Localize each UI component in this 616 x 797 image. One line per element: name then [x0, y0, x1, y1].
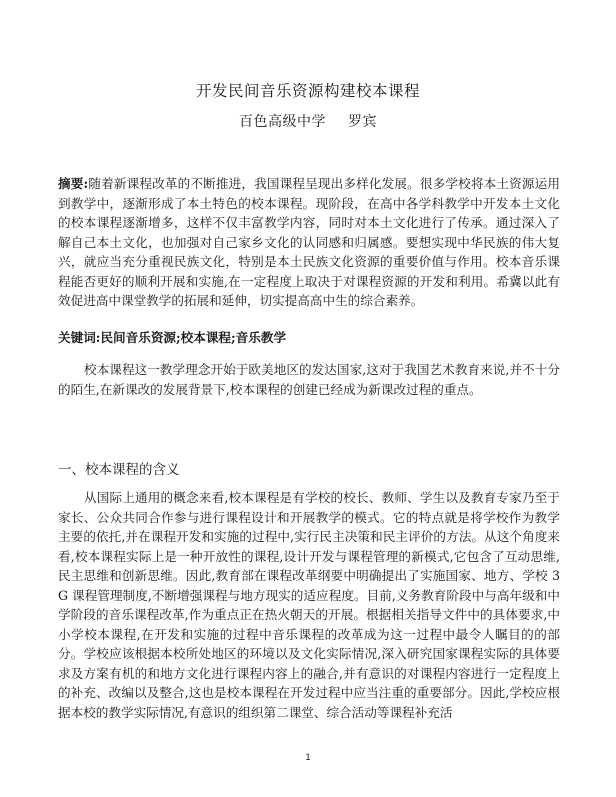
author-name: 罗宾 — [348, 114, 377, 130]
section-heading: 一、校本课程的含义 — [58, 462, 180, 478]
author-byline — [0, 111, 616, 131]
page-number: 1 — [305, 752, 311, 762]
intro-paragraph: 校本课程这一教学理念开始于欧美地区的发达国家,这对于我国艺术教育来说,并不十分的陌生,在新课改的发展背景下,校本课程的创建已经成为新课改过程的重点。 — [58, 362, 560, 397]
section-body-paragraph: 从国际上通用的概念来看,校本课程是有学校的校长、教师、学生以及教育专家乃至于家长、公众共同合作参与进行课程设计和开展教学的模式。它的特点就是将学校作为教学主要的依托,并在课程开发和实施的过程中,实行民主决策和民主评价的方法。从这个角度来看,校本课程实际上是一种开放性的课程,设计开发与课程管理的新模式,它包含了互动思维,民主思维和创新思维。因此,教育部在课程改革纲要中明确提出了实施国家、地方、学校 3G 课程管理制度,不断增强课程与地方现实的适应程度。目前,义务教育阶段中与高年级和中学阶段的音乐课程改革,作为重点正在热火朝天的开展。根据相关指导文件中的具体要求,中小学校本课程,在开发和实施的过程中音乐课程的改革成为这一过程中最令人瞩目的的部分。学校应该根据本校所处地区的环境以及文化实际情况,深入研究国家课程实际的具体要求及方案有机的和地方文化进行课程内容上的融合,并有意识的对课程内容进行一定程度上的补充、改编以及整合,这也是校本课程在开发过程中应当注重的重要部分。因此,学校应根据本校的教学实际情况,有意识的组织第二课堂、综合活动等课程补充活 — [58, 490, 560, 720]
keywords-line — [58, 328, 560, 348]
school-name: 百色高级中学 — [239, 114, 326, 130]
abstract-label: 摘要: — [58, 176, 89, 191]
abstract-paragraph — [58, 174, 560, 311]
document-title: 开发民间音乐资源构建校本课程 — [195, 82, 420, 100]
keywords-label: 关键词: — [58, 330, 101, 345]
keywords-text: 民间音乐资源;校本课程;音乐教学 — [100, 330, 287, 345]
abstract-text: 随着新课程改革的不断推进，我国课程呈现出多样化发展。很多学校将本土资源运用到教学中，逐渐形成了本土特色的校本课程。现阶段，在高中各学科教学中开发本土文化的校本课程逐渐增多，这样不仅丰富教学内容，同时对本土文化进行了传承。通过深入了解自己本土文化，也加强对自己家乡文化的认同感和归属感。要想实现中华民族的伟大复兴，就应当充分重视民族文化，特别是本土民族文化资源的重要价值与作用。校本音乐课程能否更好的顺利开展和实施,在一定程度上取决于对课程资源的开发和利用。希冀以此有效促进高中课堂教学的拓展和延伸，切实提高高中生的综合素养。 — [58, 176, 560, 308]
